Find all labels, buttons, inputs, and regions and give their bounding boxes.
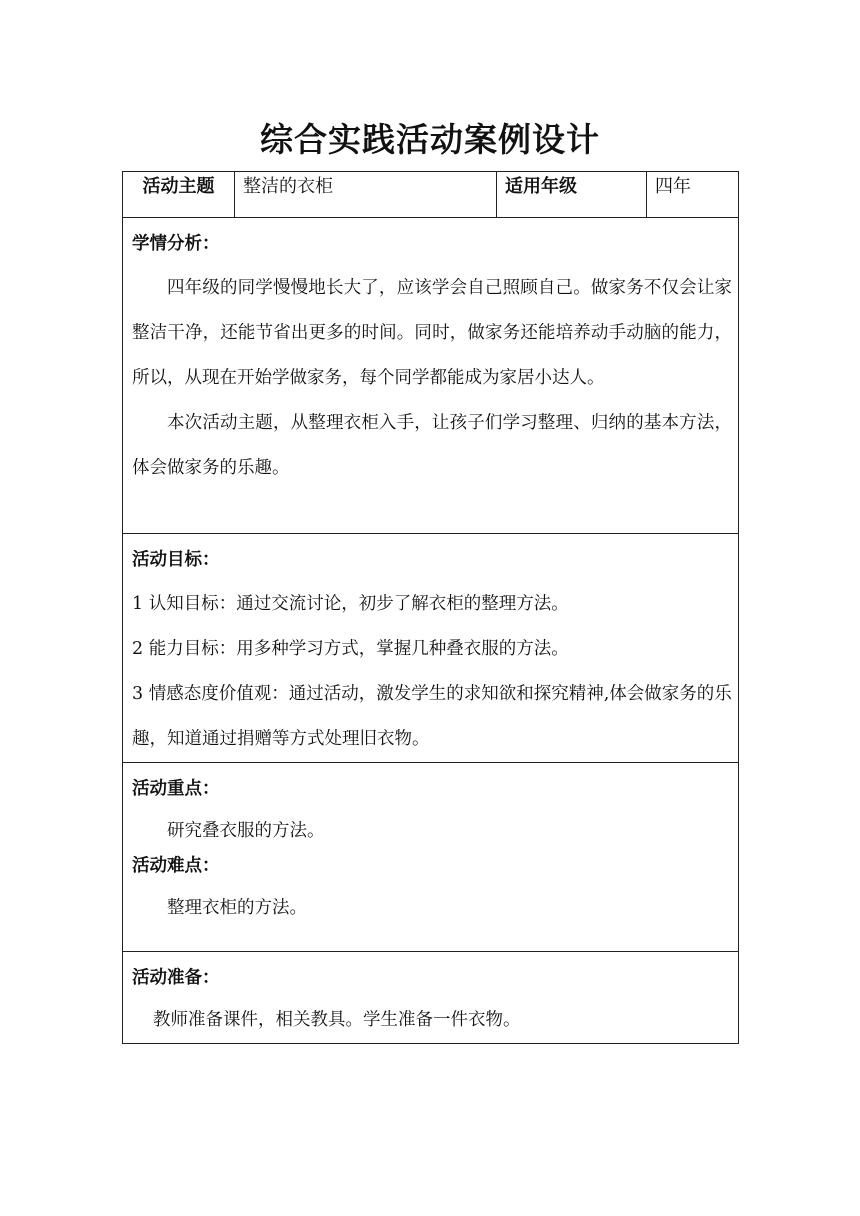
- analysis-row: [123, 218, 739, 534]
- preparation-row: [123, 952, 739, 1044]
- theme-value: 整洁的衣柜: [235, 172, 497, 218]
- analysis-heading: 学情分析：: [132, 234, 220, 254]
- grade-value: 四年: [647, 172, 739, 218]
- key-points-text: 研究叠衣服的方法。: [167, 821, 325, 841]
- difficulty-heading: 活动难点：: [132, 856, 220, 876]
- goal-item-1: 1 认知目标：通过交流讨论，初步了解衣柜的整理方法。: [132, 594, 569, 614]
- theme-label: 活动主题: [123, 172, 235, 218]
- goals-row: [123, 534, 739, 763]
- key-points-cell: [123, 763, 739, 952]
- goals-cell: [123, 534, 739, 763]
- header-row: [123, 172, 739, 218]
- key-points-row: [123, 763, 739, 952]
- analysis-cell: [123, 218, 739, 534]
- grade-label: 适用年级: [497, 172, 647, 218]
- goals-heading: 活动目标：: [132, 550, 220, 570]
- page-title: 综合实践活动案例设计: [260, 120, 600, 159]
- analysis-paragraph-1: 四年级的同学慢慢地长大了，应该学会自己照顾自己。做家务不仅会让家整洁干净，还能节省出更多的时间。同时，做家务还能培养动手动脑的能力，所以，从现在开始学做家务，每个同学都能成为家居小达人。: [132, 278, 732, 388]
- preparation-heading: 活动准备：: [132, 968, 220, 988]
- difficulty-text: 整理衣柜的方法。: [167, 898, 307, 918]
- preparation-cell: [123, 952, 739, 1044]
- activity-table: [122, 171, 739, 1044]
- goal-item-2: 2 能力目标：用多种学习方式，掌握几种叠衣服的方法。: [132, 639, 569, 659]
- goal-item-3: 3 情感态度价值观：通过活动，激发学生的求知欲和探究精神,体会做家务的乐趣，知道通过捐赠等方式处理旧衣物。: [132, 684, 732, 749]
- key-points-heading: 活动重点：: [132, 779, 220, 799]
- analysis-paragraph-2: 本次活动主题，从整理衣柜入手，让孩子们学习整理、归纳的基本方法，体会做家务的乐趣。: [132, 413, 732, 478]
- preparation-text: 教师准备课件，相关教具。学生准备一件衣物。: [153, 1010, 521, 1030]
